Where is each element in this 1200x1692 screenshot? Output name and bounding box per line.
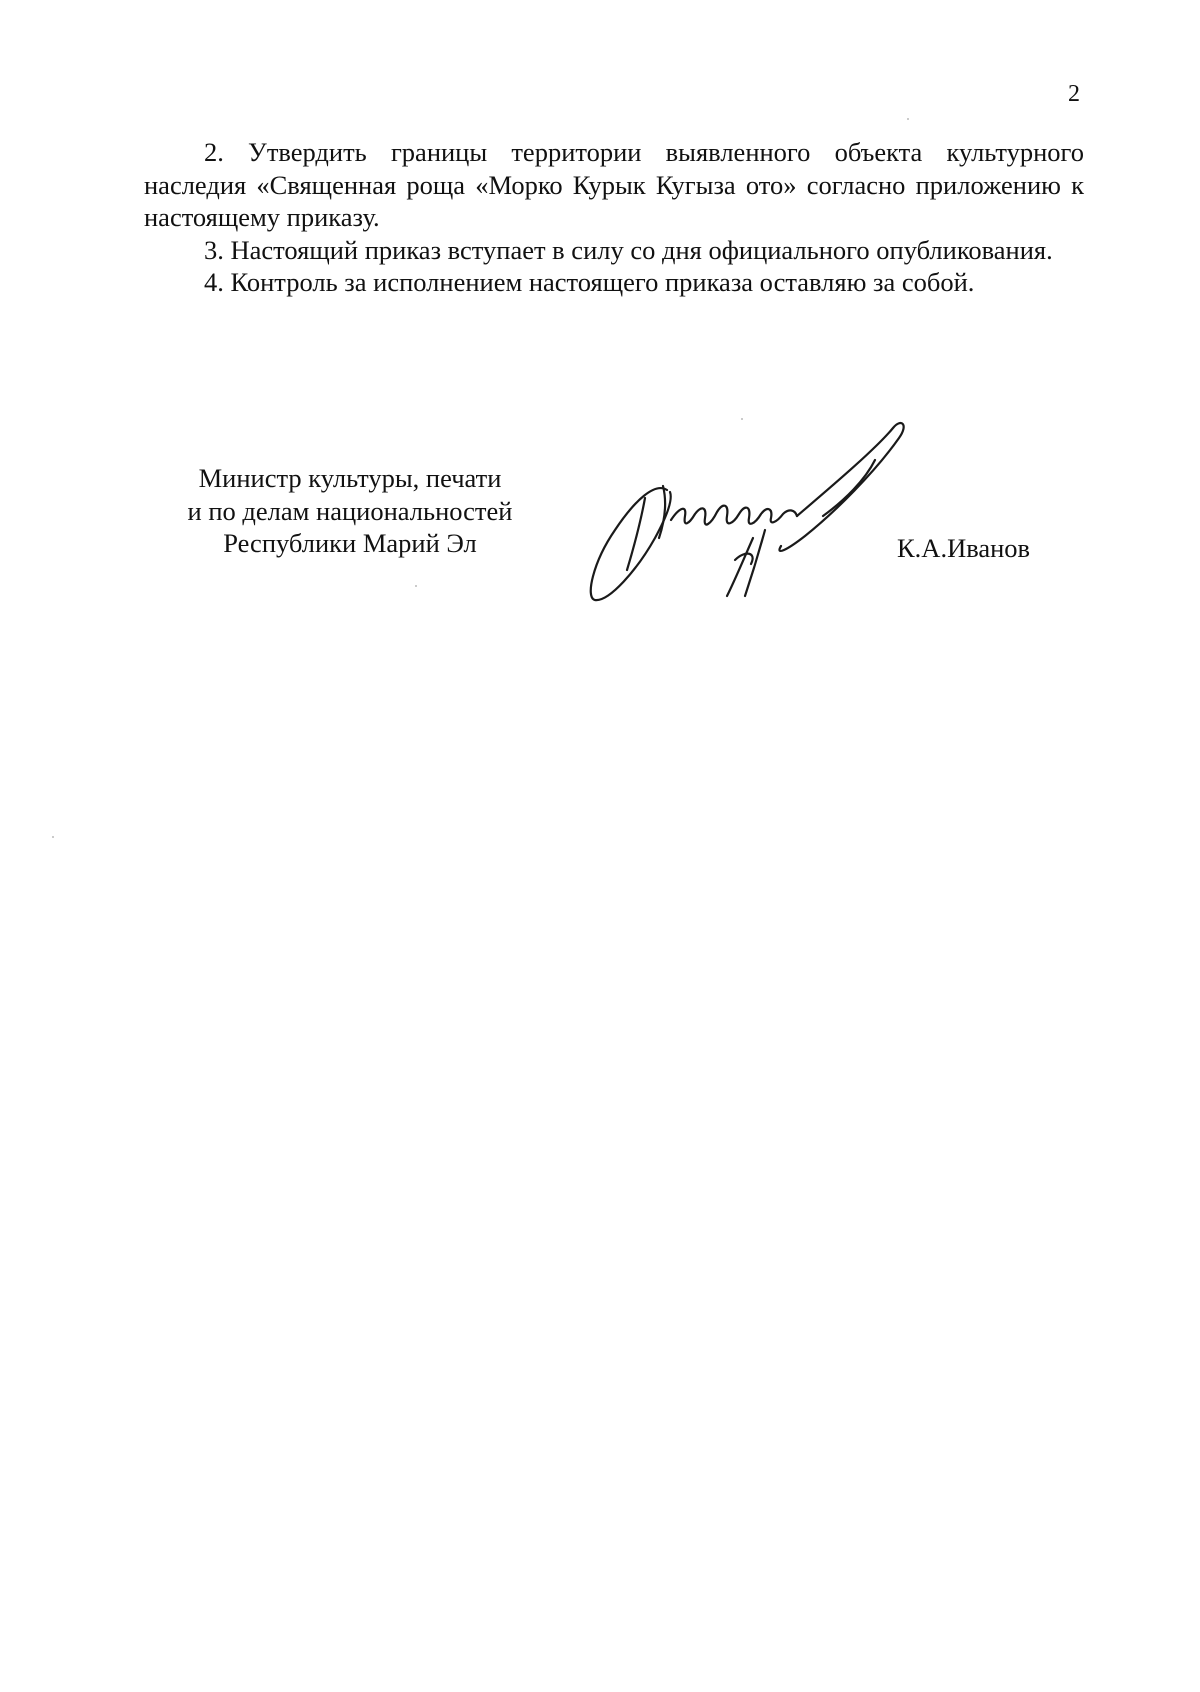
scan-speck — [741, 418, 743, 420]
document-body — [144, 136, 1084, 299]
scan-speck — [415, 585, 417, 587]
page-number: 2 — [1068, 81, 1080, 107]
paragraph-2: 2. Утвердить границы территории выявленного объекта культурного наследия «Священная роща «Морко Курык Кугыза ото» согласно приложению к настоящему приказу. — [144, 137, 1084, 232]
paragraph-3: 3. Настоящий приказ вступает в силу со дня официального опубликования. — [204, 234, 1053, 265]
signer-name: К.А.Иванов — [897, 533, 1031, 563]
scan-speck — [907, 118, 909, 120]
signatory-position — [160, 462, 540, 560]
position-line: Министр культуры, печати — [198, 463, 502, 493]
paragraph-4: 4. Контроль за исполнением настоящего приказа оставляю за собой. — [204, 267, 975, 297]
handwritten-signature — [575, 420, 995, 630]
position-line: и по делам национальностей — [187, 495, 513, 526]
position-line: Республики Марий Эл — [223, 528, 477, 558]
scan-speck — [52, 836, 54, 838]
